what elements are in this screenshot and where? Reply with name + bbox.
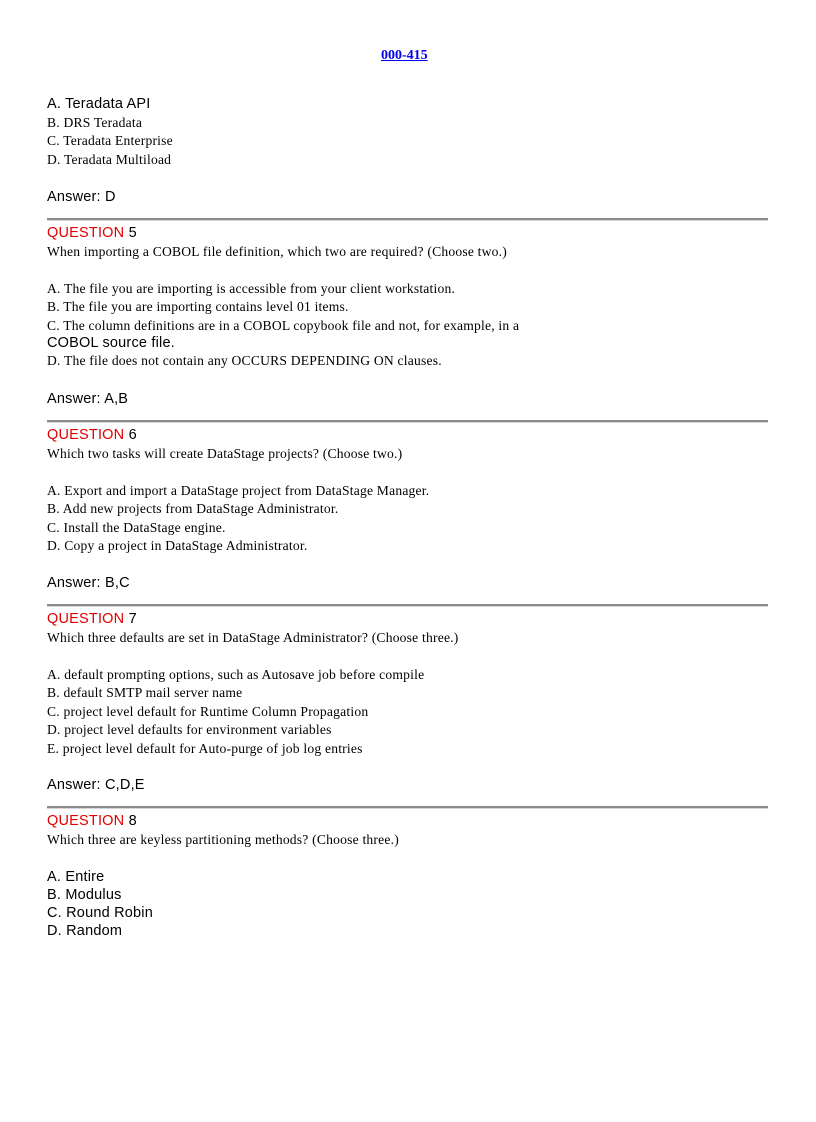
q5-option-b: B. The file you are importing contains level 01 items. [47, 299, 349, 314]
q7-option-e: E. project level default for Auto-purge of job log entries [47, 741, 363, 756]
q5-option-c: C. The column definitions are in a COBOL copybook file and not, for example, in a [47, 318, 520, 333]
q8-heading [47, 813, 137, 829]
q6-option-d: D. Copy a project in DataStage Administrator. [47, 538, 308, 553]
q6-option-a: A. Export and import a DataStage project from DataStage Manager. [47, 483, 430, 498]
q7-option-a: A. default prompting options, such as Autosave job before compile [47, 667, 425, 682]
question-label: QUESTION [47, 611, 125, 627]
q7-option-d: D. project level defaults for environment variables [47, 722, 332, 737]
q6-option-c: C. Install the DataStage engine. [47, 520, 226, 535]
question-number: 5 [128, 225, 137, 241]
q5-option-a: A. The file you are importing is accessible from your client workstation. [47, 281, 456, 296]
q5-answer: Answer: A,B [47, 391, 129, 407]
q7-prompt: Which three defaults are set in DataStage Administrator? (Choose three.) [47, 630, 459, 645]
q5-heading [47, 225, 137, 241]
q5-option-d: D. The file does not contain any OCCURS DEPENDING ON clauses. [47, 353, 442, 368]
question-number: 6 [128, 427, 137, 443]
question-number: 7 [128, 611, 137, 627]
q8-option-c: C. Round Robin [47, 905, 153, 921]
document-code-link[interactable]: 000-415 [381, 48, 428, 63]
question-number: 8 [128, 813, 137, 829]
divider [47, 420, 768, 423]
q6-answer: Answer: B,C [47, 575, 130, 591]
q7-answer: Answer: C,D,E [47, 777, 145, 793]
q4-option-b: B. DRS Teradata [47, 115, 143, 130]
q6-prompt: Which two tasks will create DataStage projects? (Choose two.) [47, 446, 403, 461]
q8-option-b: B. Modulus [47, 887, 122, 903]
q5-option-c-cont: COBOL source file. [47, 335, 175, 351]
q5-prompt: When importing a COBOL file definition, which two are required? (Choose two.) [47, 244, 507, 259]
q8-option-d: D. Random [47, 923, 123, 939]
q4-answer: Answer: D [47, 189, 116, 205]
q6-heading [47, 427, 137, 443]
divider [47, 218, 768, 221]
q7-option-c: C. project level default for Runtime Column Propagation [47, 704, 369, 719]
divider [47, 604, 768, 607]
q4-option-a: A. Teradata API [47, 96, 151, 112]
divider [47, 806, 768, 809]
q7-option-b: B. default SMTP mail server name [47, 685, 243, 700]
question-label: QUESTION [47, 813, 125, 829]
q4-option-c: C. Teradata Enterprise [47, 133, 173, 148]
question-label: QUESTION [47, 427, 125, 443]
question-label: QUESTION [47, 225, 125, 241]
q6-option-b: B. Add new projects from DataStage Administrator. [47, 501, 339, 516]
q8-prompt: Which three are keyless partitioning methods? (Choose three.) [47, 832, 399, 847]
q8-option-a: A. Entire [47, 869, 105, 885]
q7-heading [47, 611, 137, 627]
q4-option-d: D. Teradata Multiload [47, 152, 172, 167]
